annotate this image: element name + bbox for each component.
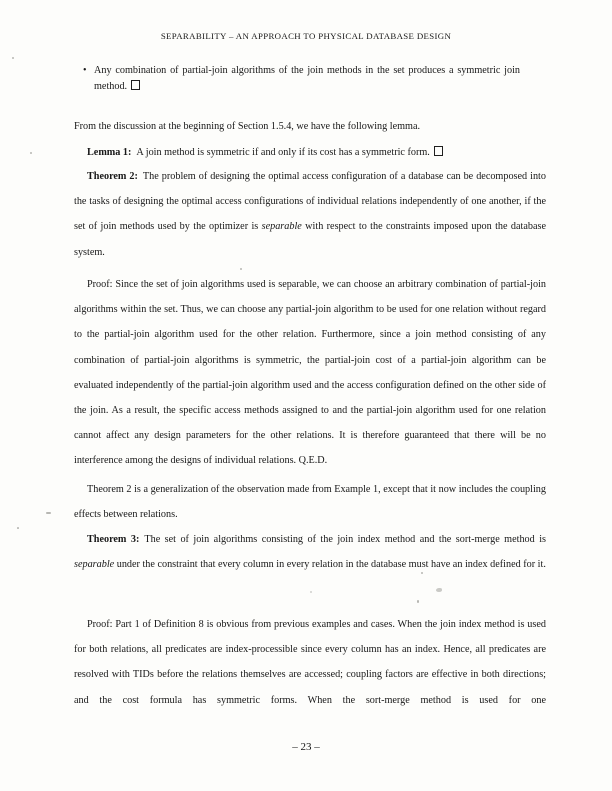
scan-speck	[30, 152, 32, 154]
paragraph-lemma-1	[74, 140, 546, 165]
paragraph-theorem-3	[74, 527, 546, 577]
lemma-1-label: Lemma 1:	[87, 147, 132, 158]
theorem-2-label: Theorem 2:	[87, 171, 138, 182]
scan-speck	[46, 512, 51, 514]
paragraph-theorem-2	[74, 164, 546, 265]
scan-speck	[421, 572, 423, 574]
lemma-1-body: A join method is symmetric if and only if its cost has a symmetric form.	[136, 147, 430, 158]
theorem-2-body-pre: The problem of designing the optimal access configuration of a database can be decomposed into the tasks of designing the optimal access configurations of individual relations independently of one another, if the set of join methods used by the optimizer is	[74, 171, 546, 233]
scan-speck	[310, 591, 312, 593]
end-of-proof-square-icon	[434, 146, 443, 156]
end-of-proof-square-icon	[131, 80, 140, 90]
theorem-3-body-pre: The set of join algorithms consisting of the join index method and the sort-merge method is	[144, 534, 546, 545]
paragraph-intro	[74, 114, 546, 139]
page-body	[74, 0, 546, 791]
theorem-3-label: Theorem 3:	[87, 534, 140, 545]
scan-speck	[240, 268, 242, 270]
scan-speck	[417, 600, 419, 603]
proof-2-text: Proof: Part 1 of Definition 8 is obvious from previous examples and cases. When the join index method is used for both relations, all predicates are index-processible since every column has an index. Hence, all predicates are resolved with TIDs before the relations themselves are accessed; coupling factors are effective in both directions; and the cost formula has symmetric forms. When the sort-merge method is used for one	[74, 619, 546, 706]
scan-speck	[12, 57, 14, 59]
bullet-icon: •	[83, 65, 87, 76]
scan-speck	[436, 588, 442, 592]
bullet-text: Any combination of partial-join algorithms of the join methods in the set produces a symmetric join method.	[94, 65, 520, 92]
theorem-3-italic-term: separable	[74, 559, 115, 571]
theorem-3-body-post: under the constraint that every column in every relation in the database must have an index defined for it.	[114, 559, 546, 571]
intro-text: From the discussion at the beginning of Section 1.5.4, we have the following lemma.	[74, 121, 421, 132]
paragraph-proof-theorem-3	[74, 612, 546, 713]
proof-1-text: Proof: Since the set of join algorithms used is separable, we can choose an arbitrary combination of partial-join algorithms within the set. Thus, we can choose any partial-join algorithm to be used for one relation without regard to the partial-join algorithm used for the other relation. Furthermore, since a join method consisting of any combination of partial-join algorithms is symmetric, the partial-join cost of a partial-join algorithm can be evaluated independently of the partial-join algorithm used and the access configuration defined on the other side of the join. As a result, the specific access methods assigned to and the partial-join algorithm used for one relation cannot affect any design parameters for the other relations. It is therefore guaranteed that there will be no interference among the designs of individual relations. Q.E.D.	[74, 279, 546, 467]
paragraph-proof-theorem-2	[74, 272, 546, 474]
running-head-title: SEPARABILITY – AN APPROACH TO PHYSICAL DATABASE DESIGN	[160, 31, 452, 41]
theorem-2-italic-term: separable	[261, 221, 302, 233]
page-number: – 23 –	[292, 741, 320, 753]
theorem-2-body-post: with respect to the constraints imposed upon the database system.	[74, 221, 546, 258]
note-text: Theorem 2 is a generalization of the observation made from Example 1, except that it now includes the coupling effects between relations.	[74, 484, 546, 521]
paragraph-theorem-2-note	[74, 477, 546, 527]
scan-speck	[17, 527, 19, 529]
bullet-item	[83, 63, 520, 95]
